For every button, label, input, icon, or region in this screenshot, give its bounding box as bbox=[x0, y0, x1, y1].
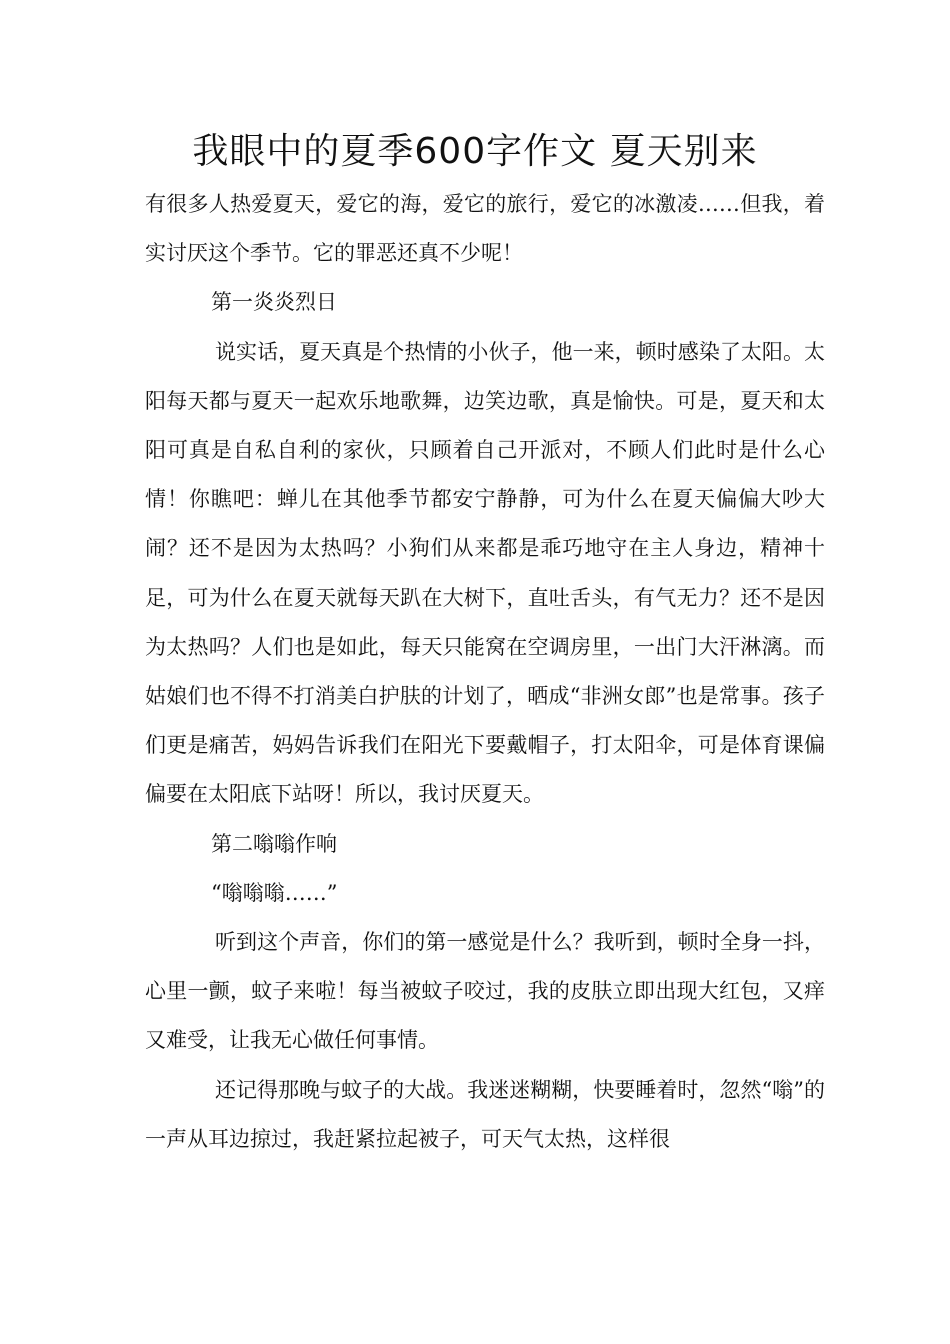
quote-paragraph: “嗡嗡嗡……” bbox=[211, 880, 338, 905]
intro-paragraph: 有很多人热爱夏天，爱它的海，爱它的旅行，爱它的冰激凌……但我，着实讨厌这个季节。它的罪恶还真不少呢！ bbox=[145, 192, 825, 266]
section-heading-2: 第二嗡嗡作响 bbox=[211, 831, 337, 856]
document-title: 我眼中的夏季600字作文 夏天别来 bbox=[192, 131, 758, 172]
paragraph-3: 还记得那晚与蚊子的大战。我迷迷糊糊，快要睡着时，忽然“嗡”的一声从耳边掠过，我赶紧拉起被子，可天气太热，这样很 bbox=[145, 1077, 825, 1151]
section-heading-1: 第一炎炎烈日 bbox=[211, 290, 337, 315]
paragraph-1: 说实话，夏天真是个热情的小伙子，他一来，顿时感染了太阳。太阳每天都与夏天一起欢乐地歌舞，边笑边歌，真是愉快。可是，夏天和太阳可真是自私自利的家伙，只顾着自己开派对，不顾人们此时是什么心情！你瞧吧：蝉儿在其他季节都安宁静静，可为什么在夏天偏偏大吵大闹？还不是因为太热吗？小狗们从来都是乖巧地守在主人身边，精神十足，可为什么在夏天就每天趴在大树下，直吐舌头，有气无力？还不是因为太热吗？人们也是如此，每天只能窝在空调房里，一出门大汗淋漓。而姑娘们也不得不打消美白护肤的计划了，晒成“非洲女郎”也是常事。孩子们更是痛苦，妈妈告诉我们在阳光下要戴帽子，打太阳伞，可是体育课偏偏要在太阳底下站呀！所以，我讨厌夏天。 bbox=[145, 339, 825, 807]
paragraph-2: 听到这个声音，你们的第一感觉是什么？我听到，顿时全身一抖，心里一颤，蚊子来啦！每当被蚊子咬过，我的皮肤立即出现大红包，又痒又难受，让我无心做任何事情。 bbox=[145, 930, 825, 1053]
document-body bbox=[145, 180, 825, 1164]
